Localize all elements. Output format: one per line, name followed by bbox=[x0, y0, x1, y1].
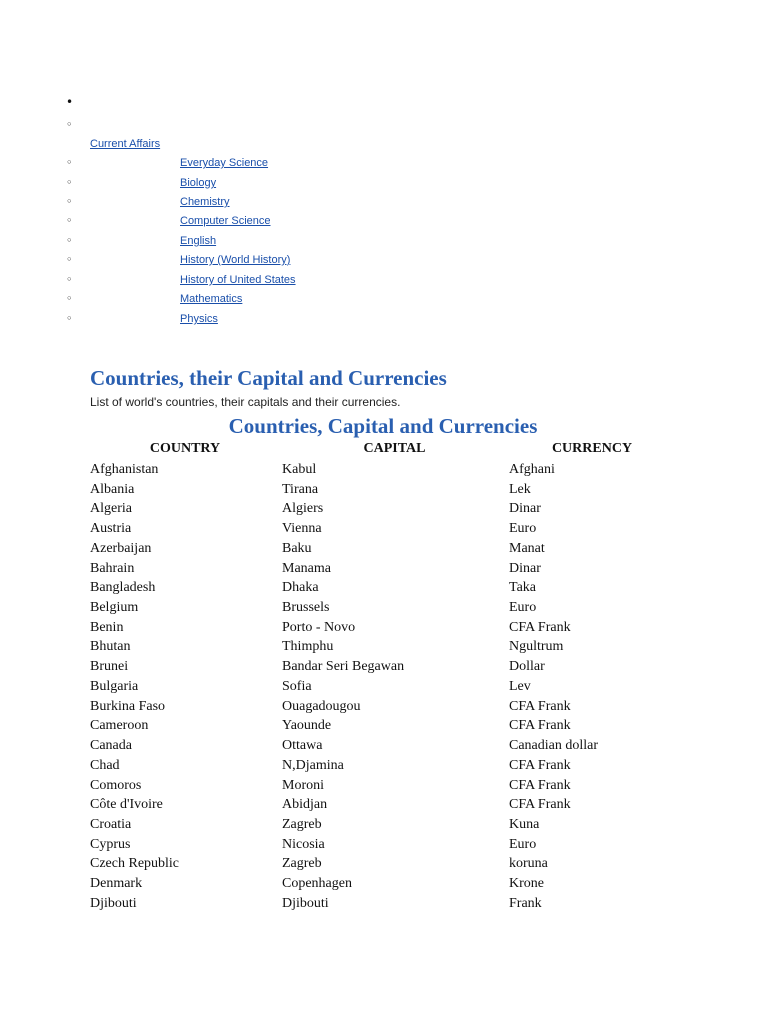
nav-link-current-affairs[interactable]: Current Affairs bbox=[90, 138, 161, 150]
table-title: Countries, Capital and Currencies bbox=[228, 414, 538, 438]
table-row bbox=[0, 795, 768, 815]
capital-cell: Vienna bbox=[282, 521, 322, 537]
country-cell: Denmark bbox=[90, 876, 143, 892]
nav-sub-bullet: ◦ bbox=[66, 176, 73, 189]
table-row bbox=[0, 578, 768, 598]
table-row bbox=[0, 854, 768, 874]
country-cell: Canada bbox=[90, 738, 132, 754]
currency-cell: Euro bbox=[509, 836, 537, 852]
table-row bbox=[0, 539, 768, 559]
capital-cell: Ouagadougou bbox=[282, 698, 361, 714]
currency-cell: CFA Frank bbox=[509, 718, 571, 734]
section-title: Countries, their Capital and Currencies bbox=[90, 366, 447, 390]
capital-cell: Porto - Novo bbox=[282, 619, 356, 635]
country-cell: Benin bbox=[90, 619, 124, 635]
currency-cell: Krone bbox=[509, 876, 544, 892]
table-row bbox=[0, 736, 768, 756]
country-cell: Czech Republic bbox=[90, 856, 180, 872]
currency-cell: koruna bbox=[509, 856, 548, 872]
nav-sub-bullet: ◦ bbox=[66, 118, 73, 131]
currency-cell: Lek bbox=[509, 481, 531, 497]
country-cell: Bhutan bbox=[90, 639, 131, 655]
nav-link-mathematics[interactable]: Mathematics bbox=[180, 293, 243, 305]
table-row bbox=[0, 480, 768, 500]
nav-sub-bullet: ◦ bbox=[66, 156, 73, 169]
nav-link-chemistry[interactable]: Chemistry bbox=[180, 196, 230, 208]
capital-cell: Brussels bbox=[282, 600, 330, 616]
country-cell: Croatia bbox=[90, 816, 132, 832]
currency-cell: Euro bbox=[509, 600, 537, 616]
country-cell: Algeria bbox=[90, 501, 132, 517]
currency-cell: Ngultrum bbox=[509, 639, 564, 655]
currency-cell: Canadian dollar bbox=[509, 738, 599, 754]
currency-cell: Frank bbox=[509, 895, 542, 911]
nav-link-us-history[interactable]: History of United States bbox=[180, 274, 296, 286]
currency-cell: Dinar bbox=[509, 501, 541, 517]
country-cell: Cyprus bbox=[90, 836, 131, 852]
table-row bbox=[0, 657, 768, 677]
table-row bbox=[0, 637, 768, 657]
capital-cell: Moroni bbox=[282, 777, 324, 793]
table-row bbox=[0, 697, 768, 717]
table-row bbox=[0, 716, 768, 736]
country-cell: Afghanistan bbox=[90, 462, 159, 477]
currency-cell: CFA Frank bbox=[509, 777, 571, 793]
capital-cell: Copenhagen bbox=[282, 876, 352, 892]
table-row bbox=[0, 756, 768, 776]
currency-cell: Taka bbox=[509, 580, 537, 596]
nav-link-world-history[interactable]: History (World History) bbox=[180, 254, 291, 266]
capital-cell: N,Djamina bbox=[282, 757, 344, 773]
capital-cell: Abidjan bbox=[282, 797, 328, 813]
section-description: List of world's countries, their capitals and their currencies. bbox=[90, 395, 401, 409]
nav-sub-bullet: ◦ bbox=[66, 253, 73, 266]
nav-sub-bullet: ◦ bbox=[66, 292, 73, 305]
currency-cell: Dollar bbox=[509, 659, 545, 675]
column-header-currency: CURRENCY bbox=[551, 441, 633, 456]
countries-table-body bbox=[0, 460, 768, 914]
table-row bbox=[0, 559, 768, 579]
country-cell: Austria bbox=[90, 521, 132, 537]
table-row bbox=[0, 677, 768, 697]
capital-cell: Ottawa bbox=[282, 738, 323, 754]
nav-sub-bullet: ◦ bbox=[66, 214, 73, 227]
country-cell: Brunei bbox=[90, 659, 129, 675]
capital-cell: Djibouti bbox=[282, 895, 329, 911]
country-cell: Djibouti bbox=[90, 895, 137, 911]
country-cell: Azerbaijan bbox=[90, 540, 152, 556]
capital-cell: Zagreb bbox=[282, 856, 322, 872]
capital-cell: Bandar Seri Begawan bbox=[282, 659, 405, 675]
capital-cell: Baku bbox=[282, 540, 312, 556]
table-row bbox=[0, 874, 768, 894]
country-cell: Comoros bbox=[90, 777, 142, 793]
nav-sub-bullet: ◦ bbox=[66, 312, 73, 325]
nav-sub-bullet: ◦ bbox=[66, 273, 73, 286]
capital-cell: Algiers bbox=[282, 501, 324, 517]
capital-cell: Tirana bbox=[282, 481, 319, 497]
country-cell: Chad bbox=[90, 757, 120, 773]
currency-cell: Lev bbox=[509, 678, 531, 694]
capital-cell: Yaounde bbox=[282, 718, 332, 734]
capital-cell: Sofia bbox=[282, 678, 312, 694]
country-cell: Bahrain bbox=[90, 560, 135, 576]
table-row bbox=[0, 815, 768, 835]
currency-cell: Euro bbox=[509, 521, 537, 537]
capital-cell: Kabul bbox=[282, 462, 317, 477]
currency-cell: Manat bbox=[509, 540, 545, 556]
nav-top-bullet: • bbox=[66, 95, 74, 109]
currency-cell: Afghani bbox=[509, 462, 555, 477]
table-row bbox=[0, 835, 768, 855]
table-row bbox=[0, 618, 768, 638]
nav-link-computer-science[interactable]: Computer Science bbox=[180, 215, 271, 227]
country-cell: Burkina Faso bbox=[90, 698, 166, 714]
country-cell: Bulgaria bbox=[90, 678, 139, 694]
table-row bbox=[0, 460, 768, 480]
country-cell: Cameroon bbox=[90, 718, 149, 734]
capital-cell: Nicosia bbox=[282, 836, 325, 852]
table-row bbox=[0, 776, 768, 796]
currency-cell: CFA Frank bbox=[509, 757, 571, 773]
capital-cell: Thimphu bbox=[282, 639, 334, 655]
country-cell: Belgium bbox=[90, 600, 139, 616]
country-cell: Albania bbox=[90, 481, 135, 497]
capital-cell: Dhaka bbox=[282, 580, 319, 596]
currency-cell: CFA Frank bbox=[509, 797, 571, 813]
capital-cell: Zagreb bbox=[282, 816, 322, 832]
currency-cell: CFA Frank bbox=[509, 698, 571, 714]
currency-cell: Kuna bbox=[509, 816, 540, 832]
currency-cell: Dinar bbox=[509, 560, 541, 576]
table-row bbox=[0, 499, 768, 519]
table-row bbox=[0, 894, 768, 914]
nav-sub-bullet: ◦ bbox=[66, 195, 73, 208]
nav-link-physics[interactable]: Physics bbox=[180, 313, 218, 325]
column-header-country: COUNTRY bbox=[149, 441, 221, 456]
country-cell: Côte d'Ivoire bbox=[90, 797, 163, 813]
nav-link-english[interactable]: English bbox=[180, 235, 217, 247]
currency-cell: CFA Frank bbox=[509, 619, 571, 635]
country-cell: Bangladesh bbox=[90, 580, 156, 596]
nav-link-everyday-science[interactable]: Everyday Science bbox=[180, 157, 269, 169]
nav-sub-bullet: ◦ bbox=[66, 234, 73, 247]
table-row bbox=[0, 519, 768, 539]
column-header-capital: CAPITAL bbox=[363, 441, 426, 456]
capital-cell: Manama bbox=[282, 560, 331, 576]
table-row bbox=[0, 598, 768, 618]
nav-link-biology[interactable]: Biology bbox=[180, 177, 217, 189]
